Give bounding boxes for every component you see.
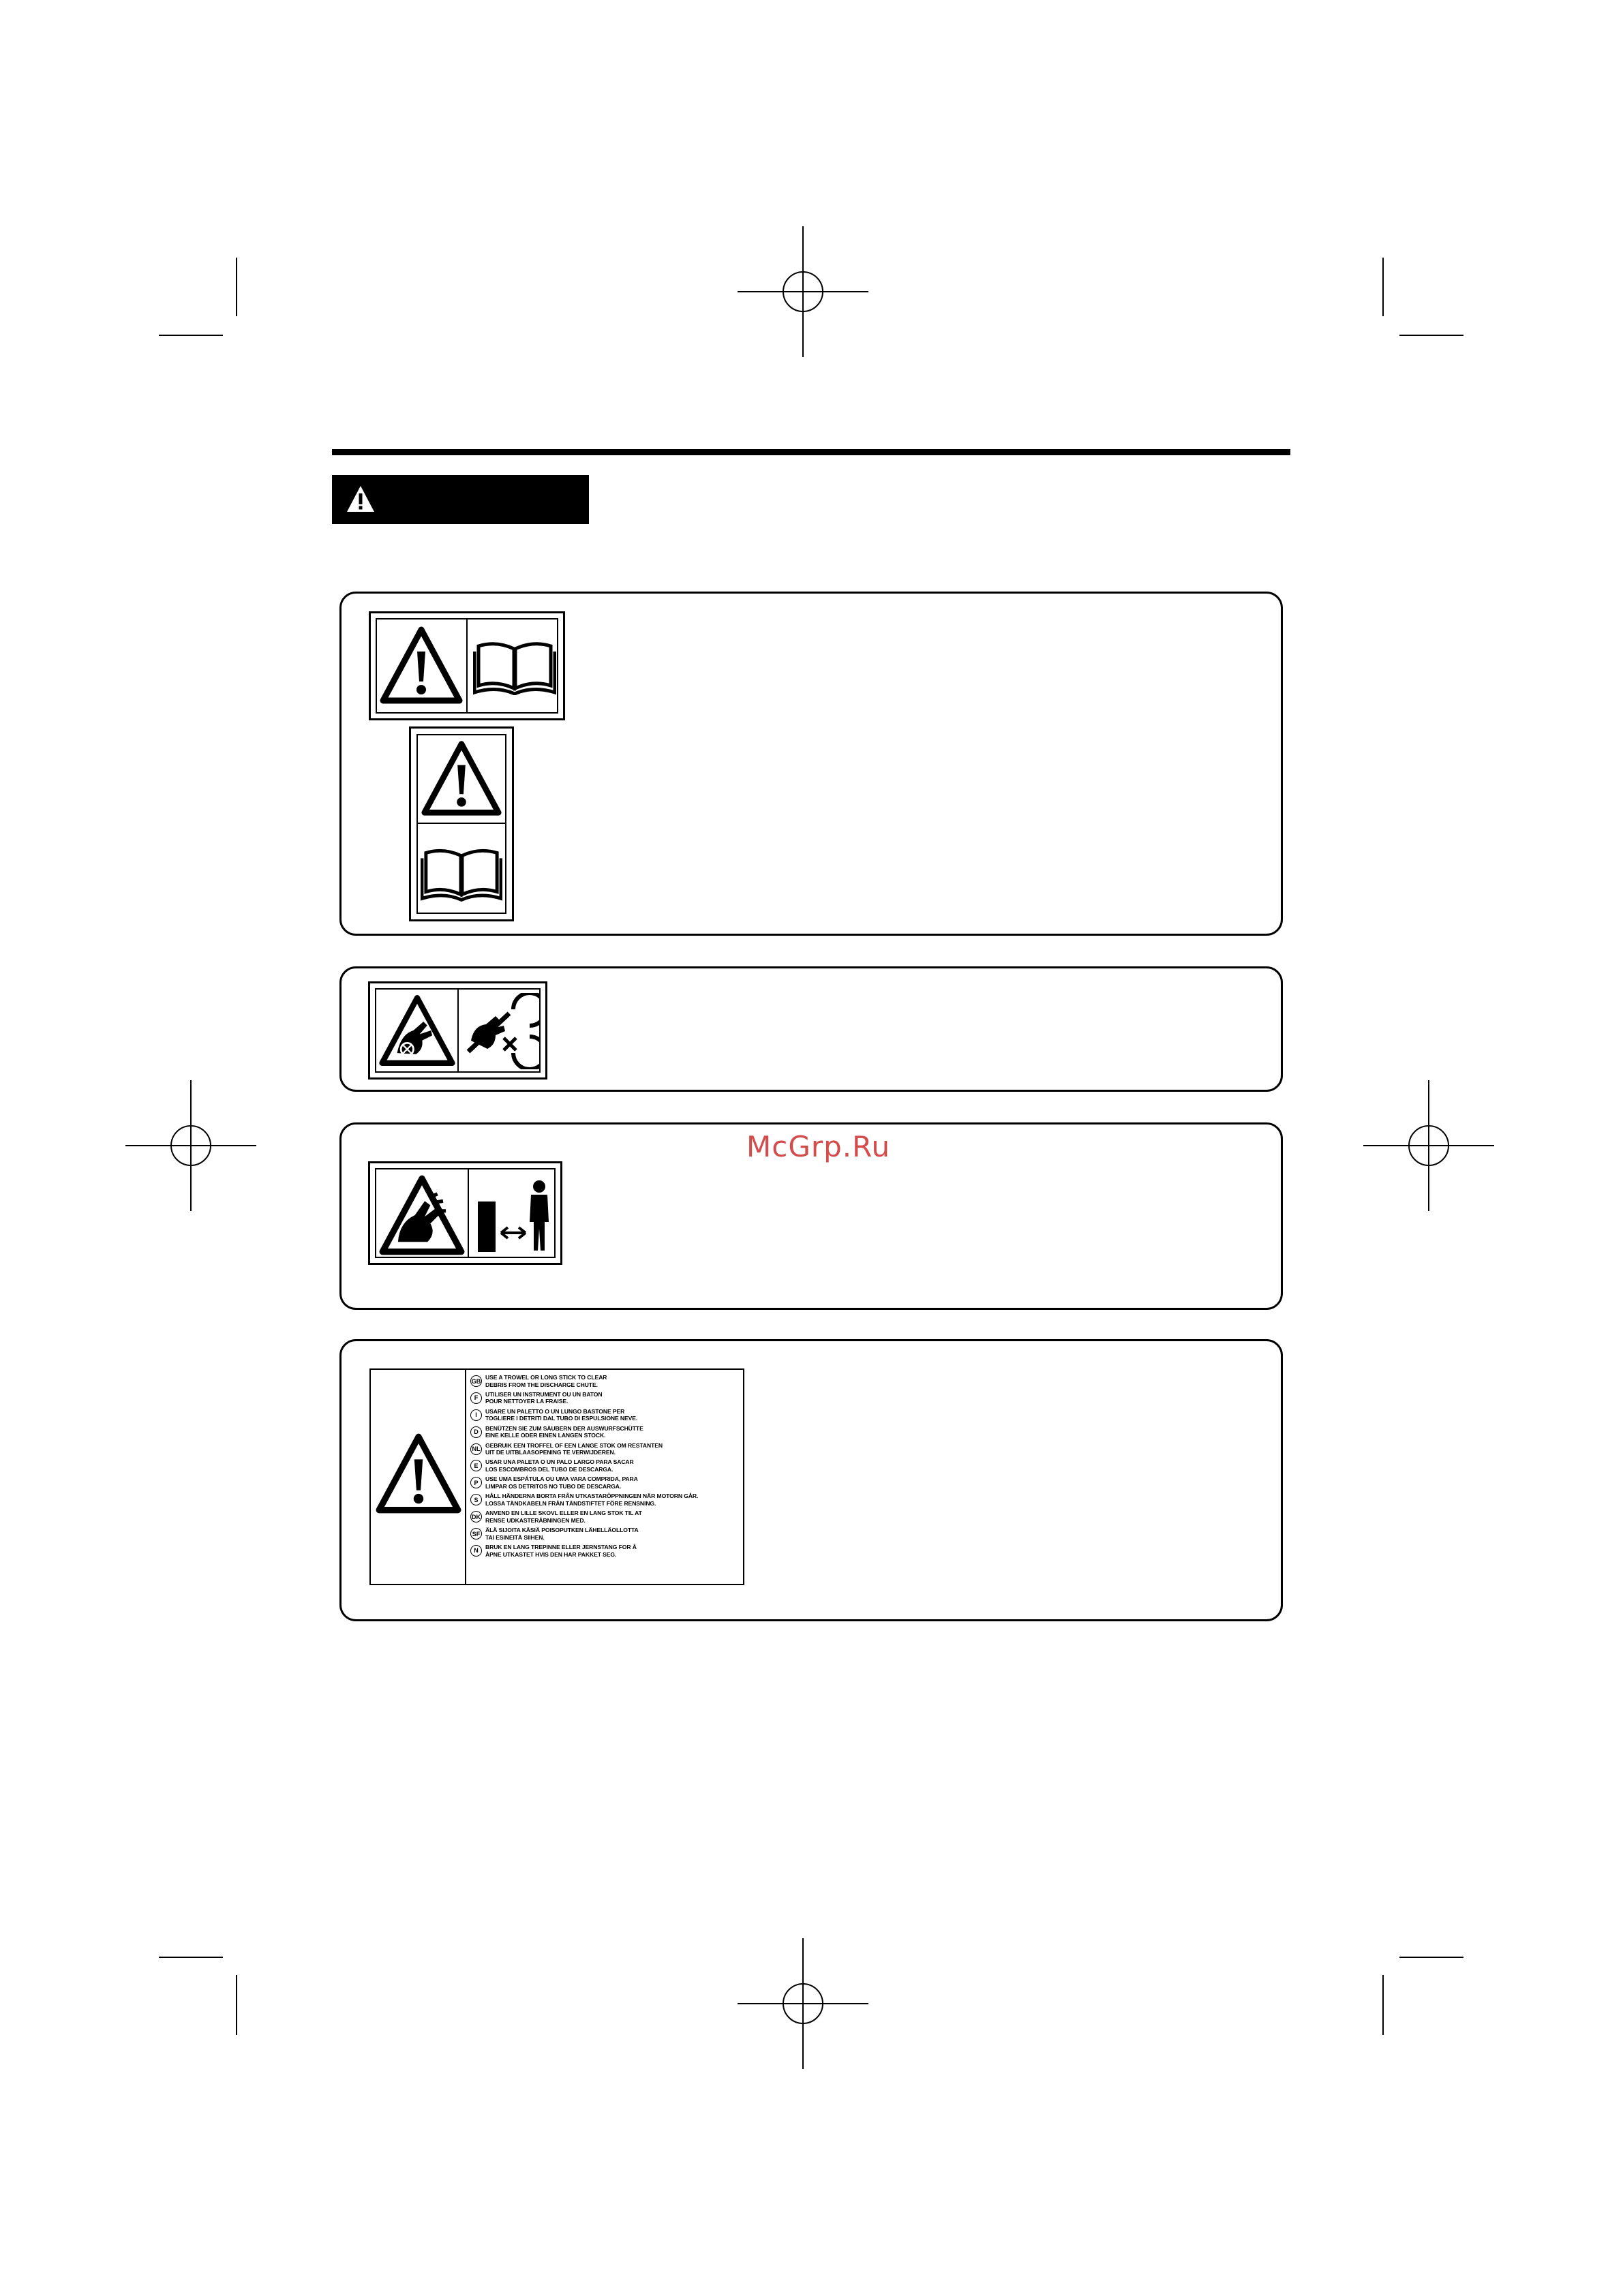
- lang-code-badge: GB: [470, 1375, 482, 1387]
- lang-code-badge: N: [470, 1545, 482, 1557]
- lang-line: USE A TROWEL OR LONG STICK TO CLEAR: [485, 1374, 607, 1381]
- lang-row: [470, 1374, 740, 1390]
- label-hand-hazard: [368, 981, 547, 1080]
- lang-line: ÅPNE UTKASTET HVIS DEN HAR PAKKET SEG.: [485, 1550, 617, 1558]
- lang-line: USARE UN PALETTO O UN LUNGO BASTONE PER: [485, 1407, 625, 1415]
- crop-mark-tr-v: [1382, 258, 1384, 316]
- lang-line: UTILISER UN INSTRUMENT OU UN BATON: [485, 1390, 603, 1398]
- no-hands-auger-icon: [461, 993, 539, 1069]
- thrown-objects-icon: [378, 1173, 466, 1257]
- lang-line: RENSE UDKASTERÅBNINGEN MED.: [485, 1516, 586, 1524]
- lang-row: [470, 1475, 740, 1491]
- label-vertical: [409, 726, 514, 921]
- lang-line: EINE KELLE ODER EINEN LANGEN STOCK.: [485, 1432, 606, 1439]
- panel-read-manual: [339, 592, 1283, 936]
- lang-row: [470, 1510, 740, 1525]
- label-icon-area: [371, 1370, 466, 1584]
- lang-code-badge: NL: [470, 1443, 482, 1455]
- warning-triangle-icon: [346, 485, 376, 513]
- lang-code-badge: P: [470, 1477, 482, 1488]
- registration-mark-left: [125, 1080, 256, 1211]
- lang-line: LOSSA TÄNDKABELN FRÅN TÄNDSTIFTET FÖRE RENSNING.: [485, 1499, 656, 1507]
- lang-row: [470, 1391, 740, 1407]
- lang-code-badge: F: [470, 1392, 482, 1404]
- lang-code-badge: I: [470, 1409, 482, 1421]
- lang-row: [470, 1458, 740, 1474]
- label-horizontal: [369, 611, 565, 720]
- watermark: McGrp.Ru: [746, 1130, 891, 1163]
- lang-code-badge: S: [470, 1494, 482, 1505]
- lang-line: USAR UNA PALETA O UN PALO LARGO PARA SACAR: [485, 1458, 634, 1466]
- multilingual-label: [369, 1368, 744, 1585]
- warning-bar: [332, 475, 589, 524]
- crop-mark-tl-h: [159, 335, 223, 336]
- lang-line: ÄLÄ SIJOITA KÄSIÄ POISOPUTKEN LÄHELLÄOLLOTTA: [485, 1527, 639, 1534]
- registration-mark-top: [738, 226, 868, 357]
- keep-distance-icon: [472, 1174, 554, 1256]
- lang-line: BENÜTZEN SIE ZUM SÄUBERN DER AUSWURFSCHÜTTE: [485, 1424, 643, 1432]
- crop-mark-tr-h: [1399, 335, 1463, 336]
- lang-code-badge: D: [470, 1426, 482, 1438]
- lang-line: LOS ESCOMBROS DEL TUBO DE DESCARGA.: [485, 1466, 613, 1473]
- lang-line: BRUK EN LANG TREPINNE ELLER JERNSTANG FOR Å: [485, 1543, 637, 1550]
- crop-mark-br-h: [1399, 1957, 1463, 1958]
- warning-triangle-icon: [375, 1431, 462, 1516]
- registration-mark-bottom: [738, 1938, 868, 2069]
- lang-line: USE UMA ESPÁTULA OU UMA VARA COMPRIDA, PARA: [485, 1475, 638, 1483]
- lang-line: GEBRUIK EEN TROFFEL OF EEN LANGE STOK OM RESTANTEN: [485, 1441, 663, 1449]
- crop-mark-bl-h: [159, 1957, 223, 1958]
- registration-mark-right: [1363, 1080, 1494, 1211]
- lang-line: LIMPAR OS DETRITOS NO TUBO DE DESCARGA.: [485, 1482, 622, 1490]
- lang-code-badge: DK: [470, 1511, 482, 1522]
- lang-line: ANVEND EN LILLE SKOVL ELLER EN LANG STOK TIL AT: [485, 1510, 642, 1517]
- lang-line: POUR NETTOYER LA FRAISE.: [485, 1398, 568, 1405]
- crop-mark-tl-v: [236, 258, 237, 316]
- lang-row: [470, 1442, 740, 1458]
- lang-row: [470, 1408, 740, 1424]
- lang-line: TAI ESINEITÄ SIIHEN.: [485, 1533, 545, 1541]
- lang-line: HÅLL HÄNDERNA BORTA FRÅN UTKASTARÖPPNINGEN NÄR MOTORN GÅR.: [485, 1493, 699, 1500]
- label-discharge-hazard: [368, 1161, 562, 1265]
- warning-triangle-icon: [421, 738, 502, 818]
- lang-row: [470, 1493, 740, 1508]
- crop-mark-br-v: [1382, 1975, 1384, 2035]
- header-rule: [332, 449, 1290, 455]
- lang-code-badge: SF: [470, 1528, 482, 1540]
- hand-entanglement-icon: [378, 992, 456, 1069]
- warning-triangle-icon: [379, 624, 464, 706]
- lang-row: [470, 1527, 740, 1542]
- language-lines: [470, 1374, 740, 1561]
- manual-book-icon: [421, 844, 502, 902]
- manual-book-icon: [473, 638, 556, 695]
- lang-row: [470, 1544, 740, 1559]
- lang-line: DEBRIS FROM THE DISCHARGE CHUTE.: [485, 1381, 598, 1388]
- lang-line: UIT DE UITBLAASOPENING TE VERWIJDEREN.: [485, 1449, 616, 1456]
- lang-row: [470, 1425, 740, 1441]
- panel-hand-hazard: [339, 966, 1283, 1092]
- lang-code-badge: E: [470, 1460, 482, 1471]
- crop-mark-bl-v: [236, 1975, 237, 2035]
- lang-line: TOGLIERE I DETRITI DAL TUBO DI ESPULSIONE NEVE.: [485, 1415, 638, 1422]
